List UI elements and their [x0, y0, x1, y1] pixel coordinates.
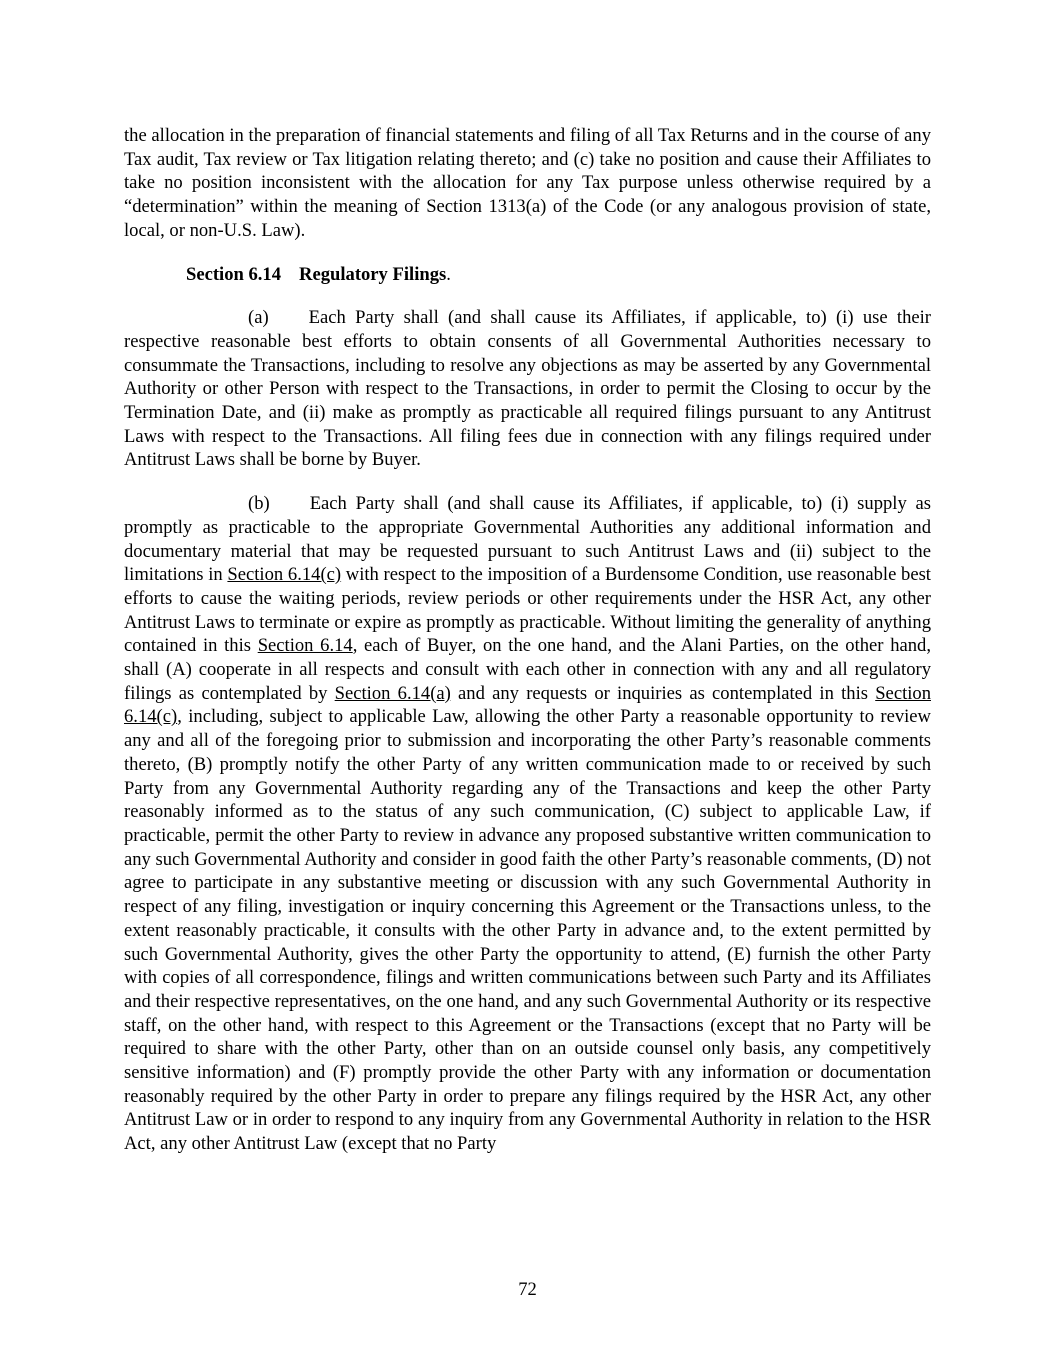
section-title-suffix: . [446, 263, 451, 285]
paragraph-a-label: (a) [248, 307, 269, 329]
cross-reference-link[interactable]: Section 6.14 [257, 635, 353, 657]
section-number: Section 6.14 [186, 263, 282, 285]
paragraph-a-text: Each Party shall (and shall cause its Affiliates, if applicable, to) (i) use their respective reasonable best efforts to obtain consents of all Governmental Authorities necessary to consummate the Transactions, including to resolve any objections as may be asserted by any Governmental Authority or other Person with respect to the Transactions, in order to permit the Closing to occur by the Termination Date, and (ii) make as promptly as practicable all required filings pursuant to any Antitrust Laws with respect to the Transactions. All filing fees due in connection with any filings required under Antitrust Laws shall be borne by Buyer. [124, 307, 931, 471]
document-page [124, 124, 931, 1176]
cross-reference-link[interactable]: Section 6.14(c) [227, 564, 342, 586]
section-heading [124, 263, 931, 287]
cross-reference-link[interactable]: Section 6.14(a) [334, 682, 451, 704]
paragraph-b-text: Each Party shall (and shall cause its Affiliates, if applicable, to) (i) supply as promptly as practicable to the appropriate Governmental Authorities any additional information and documentary material that may be requested pursuant to such Antitrust Laws and (ii) subject to the limitations in [124, 493, 931, 586]
paragraph-b-text: , each of Buyer, on the one hand, and the Alani Parties, on the other hand, shall (A) cooperate in all respects and consult with each other in connection with any and all regulatory filings as contemplated by [124, 635, 931, 704]
page-number: 72 [518, 1279, 537, 1300]
paragraph-intro: the allocation in the preparation of financial statements and filing of all Tax Returns and in the course of any Tax audit, Tax review or Tax litigation relating thereto; and (c) take no position and cause their Affiliates to take no position inconsistent with the allocation for any Tax purpose unless otherwise required by a “determination” within the meaning of Section 1313(a) of the Code (or any analogous provision of state, local, or non-U.S. Law). [124, 125, 931, 241]
section-title: Regulatory Filings [299, 263, 447, 285]
paragraph-b-text: with respect to the imposition of a Burdensome Condition, use reasonable best efforts to cause the waiting periods, review periods or other requirements under the HSR Act, any other Antitrust Laws to terminate or expire as promptly as practicable. Without limiting the generality of anything contained in this [124, 564, 931, 657]
paragraph-b [124, 492, 931, 1156]
paragraph-b-text: , including, subject to applicable Law, allowing the other Party a reasonable opportunity to review any and all of the foregoing prior to submission and incorporating the other Party’s reasonable comments thereto, (B) promptly notify the other Party of any written communication made to or received by such Party from any Governmental Authority regarding any of the Transactions and keep the other Party reasonably informed as to the status of any such communication, (C) subject to applicable Law, if practicable, permit the other Party to review in advance any proposed substantive written communication to any such Governmental Authority and consider in good faith the other Party’s reasonable comments, (D) not agree to participate in any substantive meeting or discussion with any such Governmental Authority in respect of any filing, investigation or inquiry concerning this Agreement or the Transactions unless, to the extent reasonably practicable, it consults with the other Party in advance and, to the extent permitted by such Governmental Authority, gives the other Party the opportunity to attend, (E) furnish the other Party with copies of all correspondence, filings and written communications between such Party and its Affiliates and their respective representatives, on the one hand, and any such Governmental Authority or its respective staff, on the other hand, with respect to this Agreement or the Transactions (except that no Party will be required to share with the other Party, other than on an outside counsel only basis, any competitively sensitive information) and (F) promptly provide the other Party with any information or documentation reasonably required by the other Party in order to prepare any filings required by the HSR Act, any other Antitrust Law or in order to respond to any inquiry from any Governmental Authority in relation to the HSR Act, any other Antitrust Law (except that no Party [124, 706, 931, 1155]
paragraph-b-label: (b) [248, 493, 270, 515]
paragraph-a [124, 306, 931, 472]
paragraph-b-text: and any requests or inquiries as contemplated in this [450, 682, 876, 704]
cross-reference-link[interactable]: Section 6.14(c) [124, 682, 931, 728]
